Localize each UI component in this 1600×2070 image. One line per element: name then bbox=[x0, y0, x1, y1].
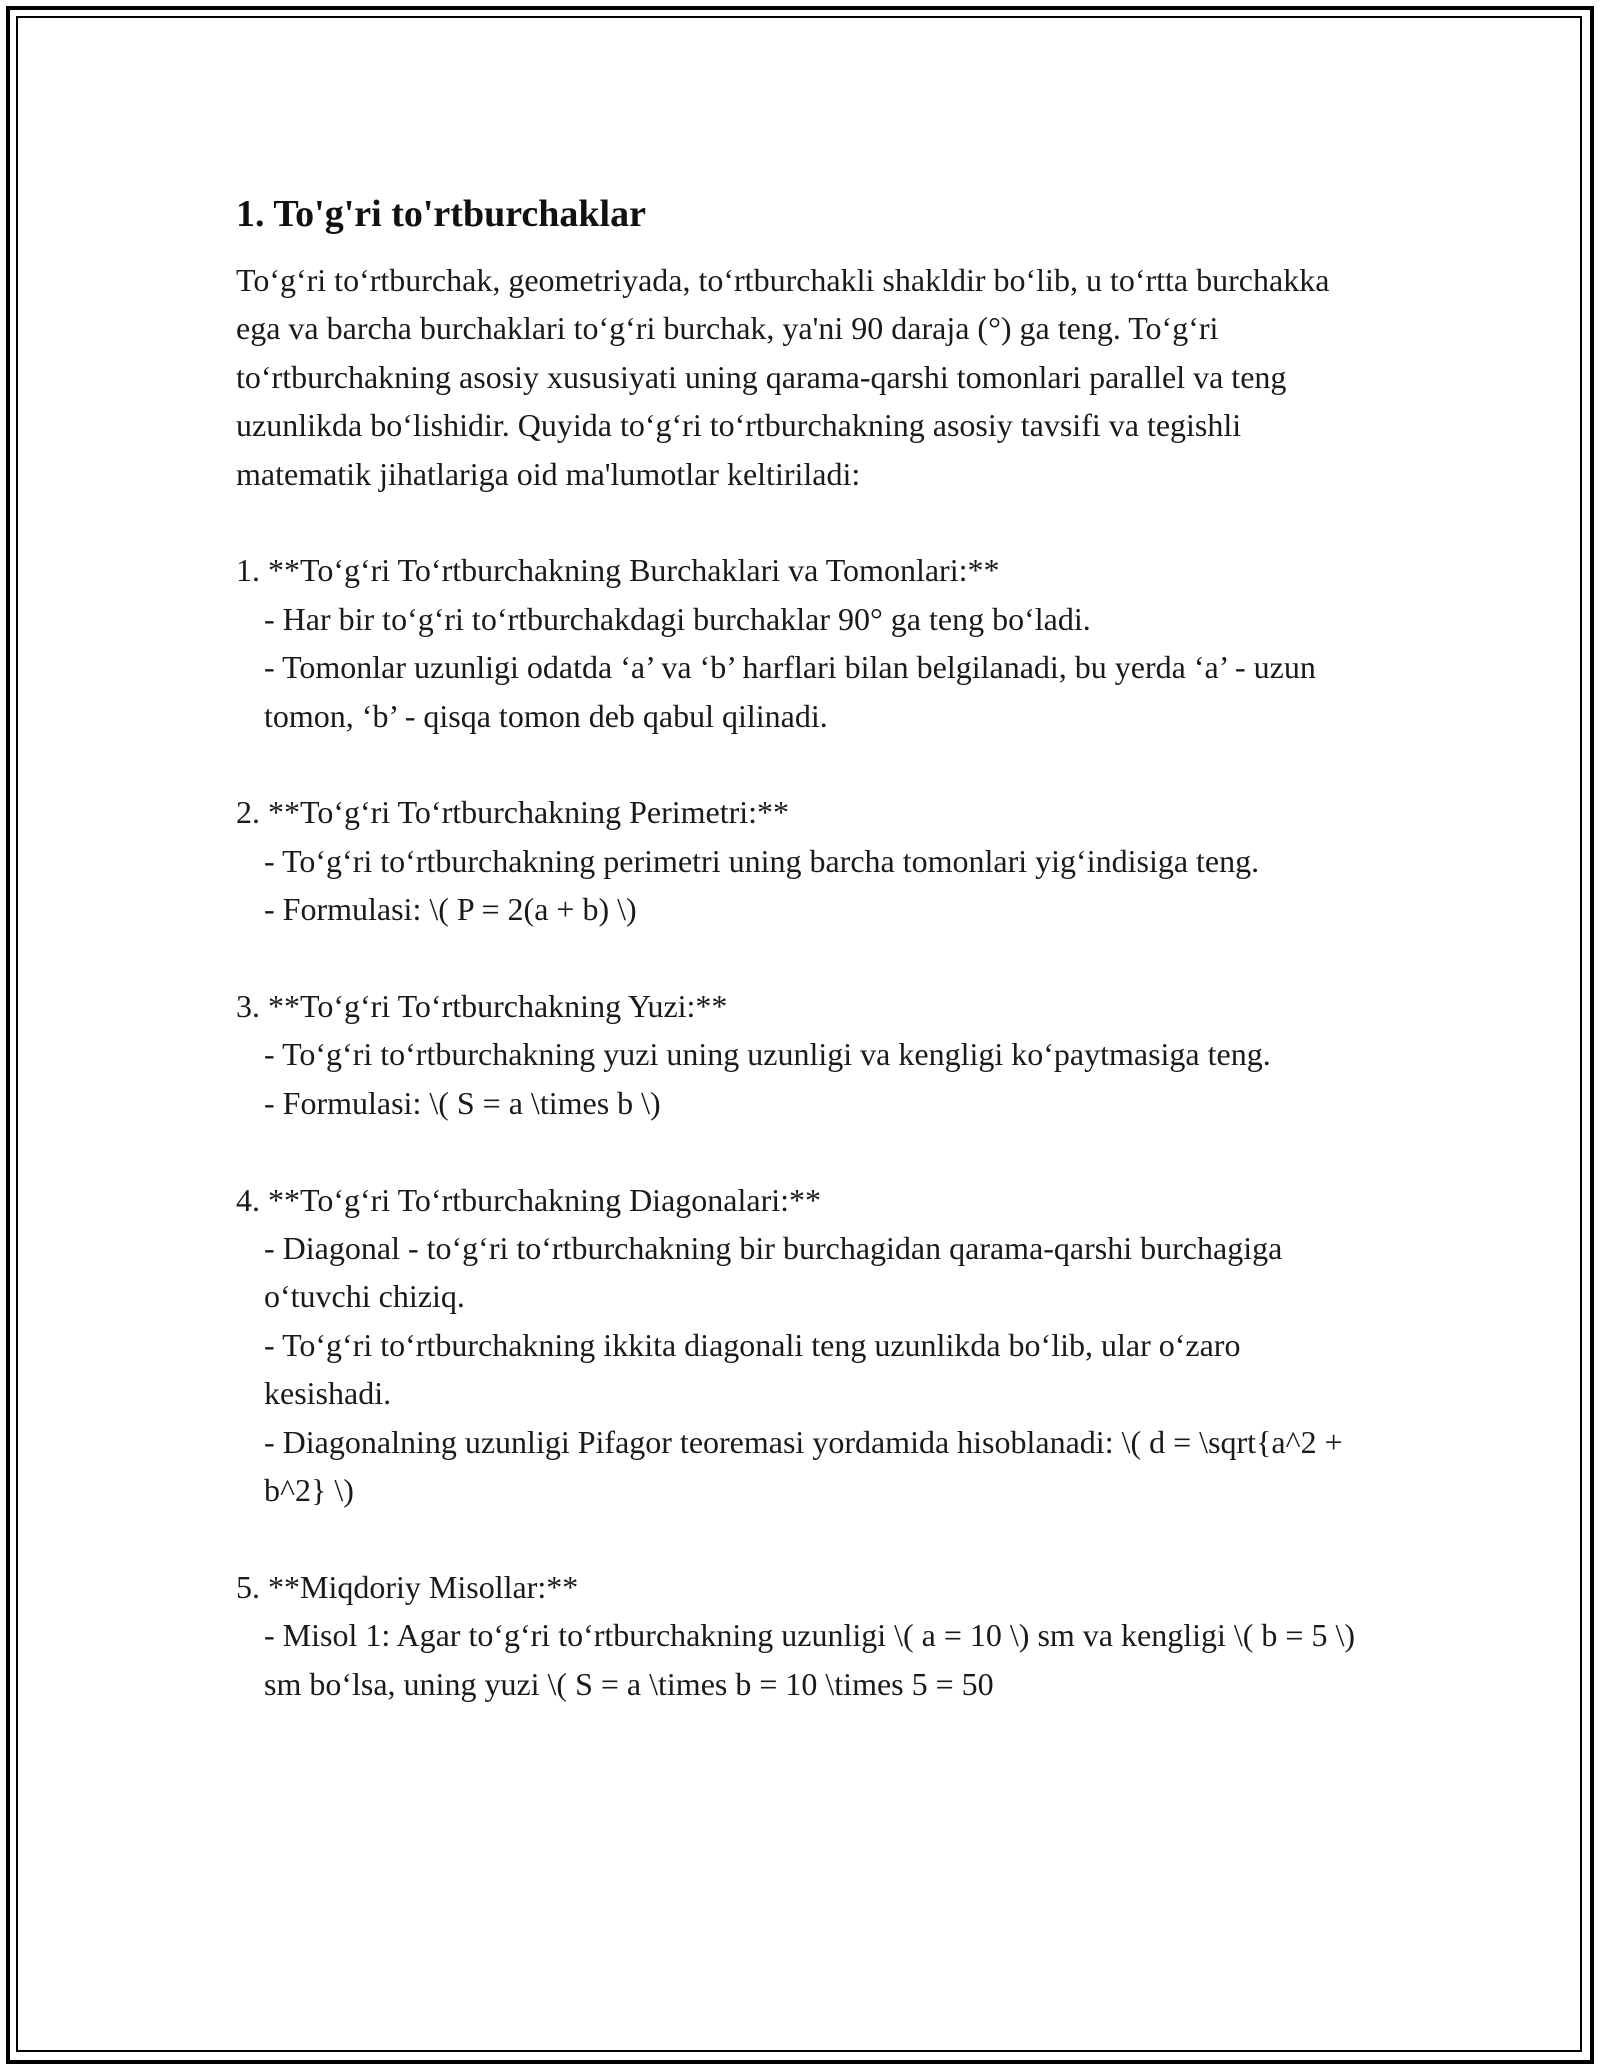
section-bullet: - To‘g‘ri to‘rtburchakning perimetri uning barcha tomonlari yig‘indisiga teng. bbox=[264, 842, 1260, 879]
section-5 bbox=[236, 1563, 1366, 1708]
section-heading: 3. **To‘g‘ri To‘rtburchakning Yuzi:** bbox=[236, 988, 728, 1025]
section-heading: 5. **Miqdoriy Misollar:** bbox=[236, 1568, 579, 1605]
section-2 bbox=[236, 788, 1366, 933]
section-heading: 4. **To‘g‘ri To‘rtburchakning Diagonalari:** bbox=[236, 1181, 821, 1218]
section-4 bbox=[236, 1176, 1366, 1515]
section-bullet: - Formulasi: \( P = 2(a + b) \) bbox=[264, 891, 637, 928]
section-bullet: - Tomonlar uzunligi odatda ‘a’ va ‘b’ harflari bilan belgilanadi, bu yerda ‘a’ - uzun tomon, ‘b’ - qisqa tomon deb qabul qilinadi. bbox=[264, 649, 1316, 734]
spacer bbox=[236, 1127, 1366, 1175]
spacer bbox=[236, 740, 1366, 788]
section-heading: 2. **To‘g‘ri To‘rtburchakning Perimetri:** bbox=[236, 794, 790, 831]
intro-paragraph: To‘g‘ri to‘rtburchak, geometriyada, to‘rtburchakli shakldir bo‘lib, u to‘rtta burchakka ega va barcha burchaklari to‘g‘ri burchak, ya'ni 90 daraja (°) ga teng. To‘g‘ri to‘rtburchakning asosiy xususiyati uning qarama-qarshi tomonlari parallel va teng uzunlikda bo‘lishidir. Quyida to‘g‘ri to‘rtburchakning asosiy tavsifi va tegishli matematik jihatlariga oid ma'lumotlar keltiriladi: bbox=[236, 262, 1330, 492]
section-bullet: - Diagonal - to‘g‘ri to‘rtburchakning bir burchagidan qarama-qarshi burchagiga o‘tuvchi chiziq. bbox=[264, 1230, 1283, 1315]
section-bullet: - To‘g‘ri to‘rtburchakning ikkita diagonali teng uzunlikda bo‘lib, ular o‘zaro kesishadi. bbox=[264, 1326, 1241, 1412]
document-title: 1. To'g'ri to'rtburchaklar bbox=[236, 193, 646, 235]
section-bullet: - Formulasi: \( S = a \times b \) bbox=[264, 1084, 661, 1121]
section-bullet: - Diagonalning uzunligi Pifagor teoremasi yordamida hisoblanadi: \( d = \sqrt{a^2 + b^2} \) bbox=[264, 1423, 1343, 1509]
spacer bbox=[236, 498, 1366, 546]
section-heading: 1. **To‘g‘ri To‘rtburchakning Burchaklari va Tomonlari:** bbox=[236, 552, 1000, 589]
document-body bbox=[236, 188, 1366, 1708]
spacer bbox=[236, 1515, 1366, 1563]
section-1 bbox=[236, 546, 1366, 740]
section-3 bbox=[236, 982, 1366, 1127]
section-bullet: - To‘g‘ri to‘rtburchakning yuzi uning uzunligi va kengligi ko‘paytmasiga teng. bbox=[264, 1036, 1271, 1073]
section-bullet: - Misol 1: Agar to‘g‘ri to‘rtburchakning uzunligi \( a = 10 \) sm va kengligi \( b = 5 \) sm bo‘lsa, uning yuzi \( S = a \times b = 10 \times 5 = 50 bbox=[264, 1617, 1356, 1702]
spacer bbox=[236, 934, 1366, 982]
section-bullet: - Har bir to‘g‘ri to‘rtburchakdagi burchaklar 90° ga teng bo‘ladi. bbox=[264, 600, 1091, 637]
